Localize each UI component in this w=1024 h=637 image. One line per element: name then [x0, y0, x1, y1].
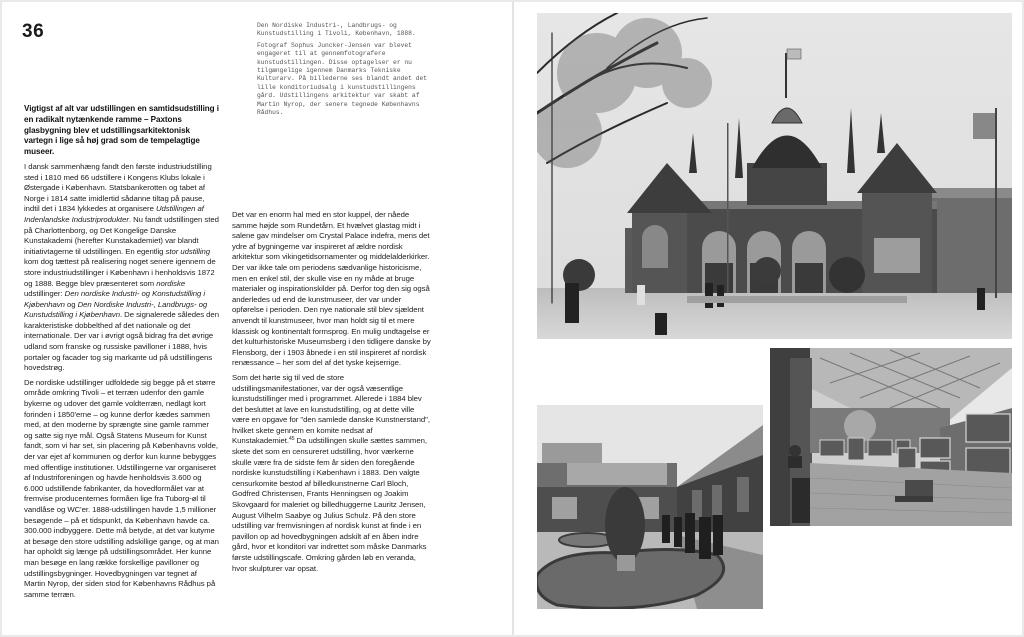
right-page [514, 2, 1022, 635]
photo-courtyard [537, 405, 763, 609]
photo-caption [257, 22, 437, 120]
body-paragraph: I dansk sammenhæng fandt den første industriudstilling sted i 1810 med 66 udstillere i Kongens Klubs lokale i Østergade i København. Statsbankerotten og tabet af Norge i 1814 satte imidlertid sådanne tiltag på pause, indtil det i 1834 lykkedes at organisere Udstillingen af Indenlandske Industriprodukter. Nu fandt udstillingen sted på Charlottenborg, og Det Kongelige Danske Kunstakademi (herefter Kunstakademiet) var blandt initiativtagerne til udstillingen. En egentlig stor udstilling kom dog tættest på realisering noget senere igennem de store industriudstillinger i København i henholdsvis 1872 og 1888. Begge blev præsenteret som nordiske udstillinger: Den nordiske Industri- og Konstudstilling i Kjøbenhavn og Den Nordiske Industri-, Landbrugs- og Kunstudstilling i Kjøbenhavn. De signalerede således den karakteristiske dobbelthed af det nationale og det internationale. Der var i øvrigt også bidrag fra det øvrige udland som franske og russiske pavilloner i 1888, hvis portaler og facader tog sig markante ud på udstillingens hovedstrøg. [24, 161, 219, 373]
photo-gallery-interior [770, 348, 1012, 526]
left-page [2, 2, 512, 635]
text-column-1 [24, 104, 219, 604]
body-paragraph: Det var en enorm hal med en stor kuppel, der nåede samme højde som Rundetårn. Et hvælvet glastag midt i salene gav mindelser om Crystal Palace indefra, mens det ydre af bygningerne var inspireret af ældre nordisk arkitektur som vikingetidsornamenter og middelalderkirker. Der var ikke tale om periodens sædvanlige historicisme, men en enkel stil, der skulle vise en ny måde at bruge materialer og inspirationskilder på. Derfor tog den sig også anderledes ud end de kunstmuseer, der var under opførelse i perioden. Den nye nationale stil blev sjældent anvendt til kunstmuseer, hvor man holdt sig til et mere klassisk og kontinentalt formsprog. En mulig undtagelse er det kulturhistoriske Museumsberg i den tidligere danske by Flensborg, der i 1903 åbnede i en stil inspireret af nordisk renæssance – her som del af det tyske kejserrige. [232, 210, 431, 368]
caption-body: Fotograf Sophus Juncker-Jensen var blevet engageret til at gennemfotografere kunstudstillingen. Disse optagelser er nu tilgængelige igennem Danmarks Tekniske Kulturarv. På billederne ses blandt andet det lille konditoriudsalg i kunstudstillingens gård. Udstillingens arkitektur var skabt af Martin Nyrop, der senere tegnede Københavns Rådhus. [257, 41, 428, 117]
caption-title: Den Nordiske Industri-, Landbrugs- og Kunstudstilling i Tivoli, København, 1888. [257, 22, 416, 38]
intro-paragraph: Vigtigst af alt var udstillingen en samtidsudstilling i en radikalt nytænkende ramme – Paxtons glasbygning blev et udstillingsarkitektonisk vartegn i lige så høj grad som de tempelagtige museer. [24, 104, 219, 157]
body-paragraph: De nordiske udstillinger udfoldede sig begge på et større område omkring Tivoli – et terræn udenfor den gamle bykerne og udover det gamle voldterræn, nedlagt kort forinden i 1850'erne – og kunne derfor kædes sammen med, at den moderne by sprængte sine gamle rammer og satte sig nye mål. Også Statens Museum for Kunst fandt, som vi har set, sin placering på Københavns volde, der var ejet af kommunen og derfor kun kunne bebygges med offentlige institutioner. Udstillingerne var organiseret af Industriforeningen og havde henholdsvis 3.600 og 6.000 udstillende fabrikanter, da hovedformålet var at fremvise producenternes formåen lige fra Tuborg-øl til vandlåse og WC'er. 1888-udstillingen havde 1,5 millioner besøgende – på et tidspunkt, da København havde ca. 300.000 indbyggere. Dette må betyde, at det var kutyme at besøge den store udstilling adskillige gange, og at man har opholdt sig længe på udstillingsområdet. Her kunne man besøge en lang række forskellige pavilloner og udstillingsbygninger. Hovedbygningen var tegnet af Martin Nyrop, der siden stod for Københavns Rådhus på samme terræn. [24, 377, 219, 599]
book-spread [2, 2, 1022, 635]
text-column-2 [232, 210, 432, 578]
page-number: 36 [22, 21, 45, 42]
footnote-marker[interactable]: 45 [288, 436, 295, 443]
photo-exhibition-building [537, 13, 1012, 339]
body-paragraph: Som det hørte sig til ved de store udstillingsmanifestationer, var der også væsentlige kunstudstillinger med i programmet. Allerede i 1884 blev det besluttet at lave en kunstudstilling, og at dette ville være en opgave for "den samlede danske Kunstnerstand", hvilket skete gennem en komite nedsat af Kunstakademiet.$^{45}$ Da udstillingen skulle sættes sammen, skete det som en censureret udstilling, hvor værkerne skulle være fra de sidste fem år siden den foregående nordiske kunstudstilling i København i 1883. Den valgte censurkomite bestod af billedkunstnerne Carl Bloch, Godfred Christensen, Frants Henningsen og Joakim Skovgaard for maleriet og billedhuggerne Lauritz Jensen, August Vilhelm Saabye og Julius Schulz. På den store udstilling var fremvisningen af nordisk kunst at finde i en pavillon op ad hovedbygningen adskilt af en åben indre gård, hvor et konditori var indrettet som måske Danmarks første udstillingscafe. Omkring gården løb en veranda, hvor skulpturer var opsat. [232, 372, 430, 573]
